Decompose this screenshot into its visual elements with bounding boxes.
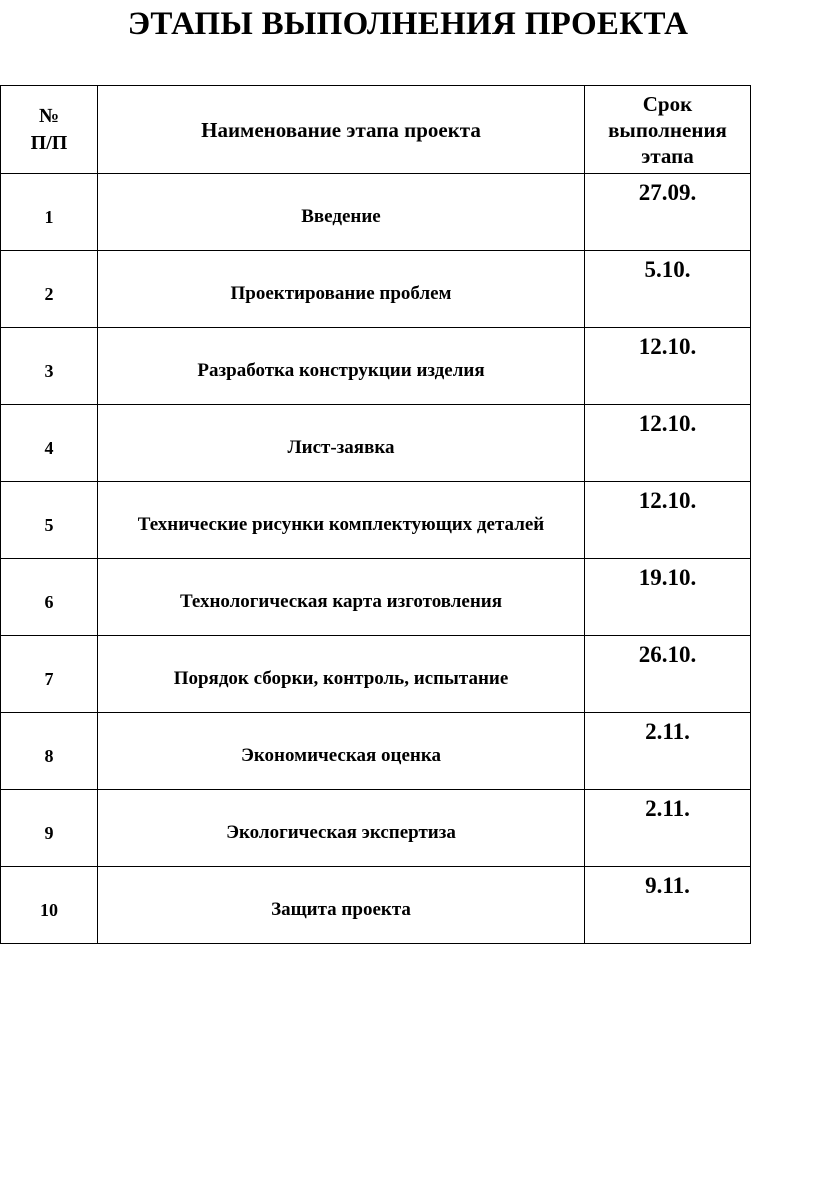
stage-name: Технологическая карта изготовления <box>98 559 585 636</box>
table-row <box>1 405 751 482</box>
header-number-line1: № <box>38 104 60 127</box>
table-row <box>1 174 751 251</box>
stage-name: Технические рисунки комплектующих деталей <box>98 482 585 559</box>
stage-deadline: 12.10. <box>585 328 751 405</box>
project-stages-table <box>0 85 751 944</box>
header-stage-name-label: Наименование этапа проекта <box>201 117 481 142</box>
header-deadline-line3: этапа <box>641 143 694 168</box>
stage-number: 7 <box>1 636 98 713</box>
stage-number: 4 <box>1 405 98 482</box>
stage-name: Порядок сборки, контроль, испытание <box>98 636 585 713</box>
stage-deadline: 26.10. <box>585 636 751 713</box>
stage-number: 2 <box>1 251 98 328</box>
stage-number: 5 <box>1 482 98 559</box>
table-row <box>1 328 751 405</box>
stage-deadline: 27.09. <box>585 174 751 251</box>
header-deadline-line2: выполнения <box>608 117 727 142</box>
table-header-row <box>1 86 751 174</box>
stage-deadline: 2.11. <box>585 790 751 867</box>
stage-number: 1 <box>1 174 98 251</box>
stage-name: Экологическая экспертиза <box>98 790 585 867</box>
stage-number: 8 <box>1 713 98 790</box>
page-title: ЭТАПЫ ВЫПОЛНЕНИЯ ПРОЕКТА <box>127 6 689 42</box>
stage-deadline: 5.10. <box>585 251 751 328</box>
stage-name: Введение <box>98 174 585 251</box>
stage-name: Разработка конструкции изделия <box>98 328 585 405</box>
header-number-line2: П/П <box>30 131 68 154</box>
table-body <box>1 86 751 944</box>
table-row <box>1 251 751 328</box>
stage-number: 3 <box>1 328 98 405</box>
stage-deadline: 12.10. <box>585 405 751 482</box>
stage-name: Лист-заявка <box>98 405 585 482</box>
stage-deadline: 19.10. <box>585 559 751 636</box>
stage-number: 9 <box>1 790 98 867</box>
header-number <box>1 86 98 174</box>
table-row <box>1 482 751 559</box>
stage-deadline: 12.10. <box>585 482 751 559</box>
table-row <box>1 790 751 867</box>
header-stage-name <box>98 86 585 174</box>
stage-deadline: 2.11. <box>585 713 751 790</box>
stage-deadline: 9.11. <box>585 867 751 944</box>
header-deadline <box>585 86 751 174</box>
table-row <box>1 559 751 636</box>
table-row <box>1 636 751 713</box>
stage-name: Экономическая оценка <box>98 713 585 790</box>
table-row <box>1 867 751 944</box>
stage-name: Проектирование проблем <box>98 251 585 328</box>
stage-number: 10 <box>1 867 98 944</box>
stage-number: 6 <box>1 559 98 636</box>
table-row <box>1 713 751 790</box>
header-deadline-line1: Срок <box>642 91 693 116</box>
stage-name: Защита проекта <box>98 867 585 944</box>
